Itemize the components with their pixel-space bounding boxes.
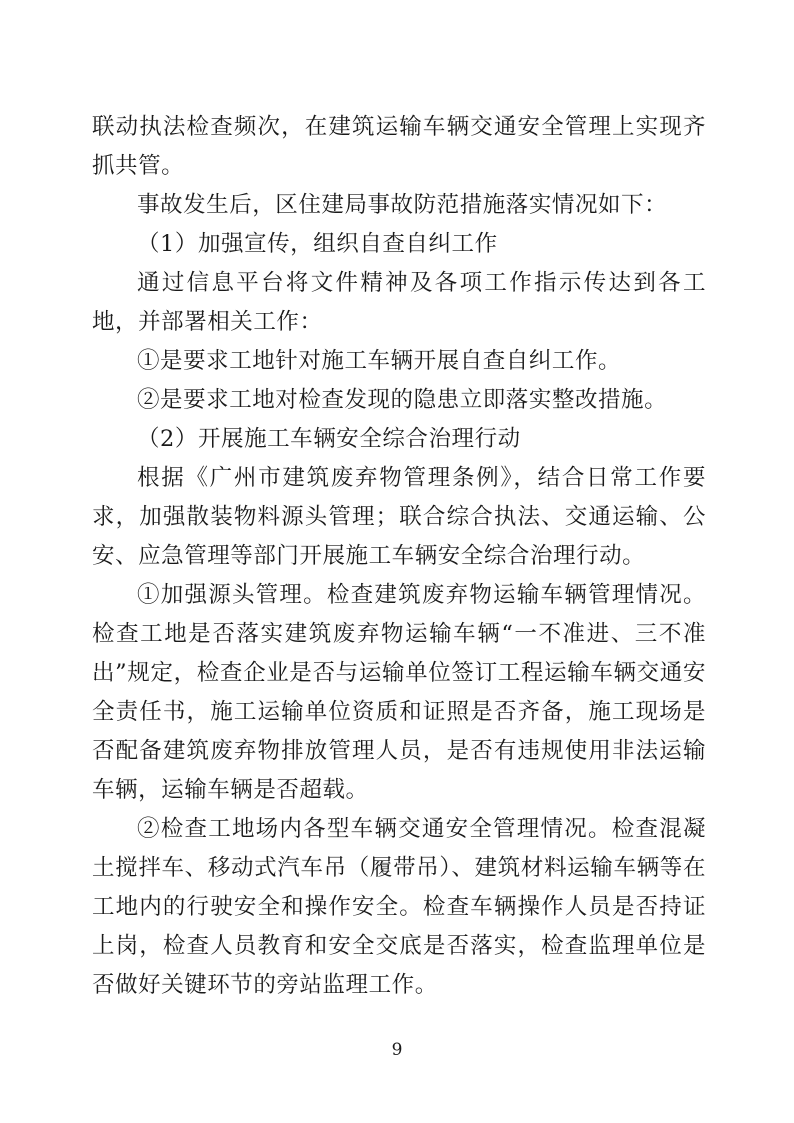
- heading-item-2: （2）开展施工车辆安全综合治理行动: [137, 426, 521, 452]
- heading-item-1: （1）加强宣传，组织自查自纠工作: [137, 231, 498, 257]
- paragraph-regulation-basis: 根据《广州市建筑废弃物管理条例》，结合日常工作要求，加强散装物料源头管理；联合综合执法、交通运输、公安、应急管理等部门开展施工车辆安全综合治理行动。: [92, 465, 706, 569]
- paragraph-continued: 联动执法检查频次，在建筑运输车辆交通安全管理上实现齐抓共管。: [92, 114, 706, 179]
- list-item-circled-1: ①是要求工地针对施工车辆开展自查自纠工作。: [137, 348, 622, 374]
- paragraph-accident-measures-intro: 事故发生后，区住建局事故防范措施落实情况如下：: [137, 192, 668, 218]
- paragraph-site-vehicle-inspection: ②检查工地场内各型车辆交通安全管理情况。检查混凝土搅拌车、移动式汽车吊（履带吊）、建筑材料运输车辆等在工地内的行驶安全和操作安全。检查车辆操作人员是否持证上岗，检查人员教育和安全交底是否落实，检查监理单位是否做好关键环节的旁站监理工作。: [92, 816, 706, 998]
- paragraph-source-management: ①加强源头管理。检查建筑废弃物运输车辆管理情况。检查工地是否落实建筑废弃物运输车辆“一不准进、三不准出”规定，检查企业是否与运输单位签订工程运输车辆交通安全责任书，施工运输单位资质和证照是否齐备，施工现场是否配备建筑废弃物排放管理人员，是否有违规使用非法运输车辆，运输车辆是否超载。: [92, 582, 706, 803]
- page-number: 9: [391, 1040, 403, 1060]
- document-body: [92, 108, 706, 1005]
- list-item-circled-2: ②是要求工地对检查发现的隐患立即落实整改措施。: [137, 387, 668, 413]
- paragraph-platform-dispatch: 通过信息平台将文件精神及各项工作指示传达到各工地，并部署相关工作：: [92, 270, 706, 335]
